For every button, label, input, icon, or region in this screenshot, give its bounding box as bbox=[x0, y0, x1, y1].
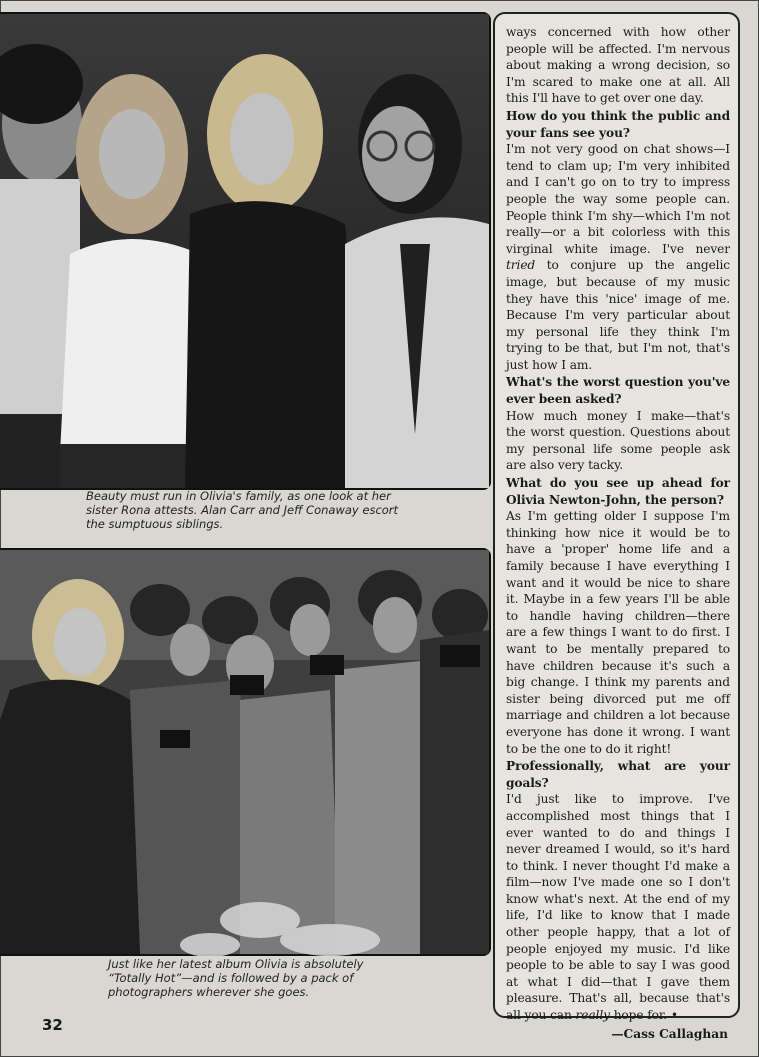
answer-3: As I'm getting older I suppose I'm thinking how nice it would be to have a 'proper' home life and a family because I have everything I want and it would be nice to share it. Maybe in a few years I'll be able to handle having children—there are a few things I want to do first. I want to be mentally prepared to have children because it's such a big change. I think my parents and sister being divorced put me off marriage and children a lot because everyone has done it wrong. I want to be the one to do it right! bbox=[506, 509, 730, 756]
answer-1-emphasis: tried bbox=[506, 258, 536, 273]
author-signature: —Cass Callaghan bbox=[611, 1026, 728, 1041]
question-2: What's the worst question you've ever been asked? bbox=[506, 375, 730, 407]
answer-1 bbox=[506, 141, 730, 373]
article-paragraph-intro: ways concerned with how other people will be affected. I'm nervous about making a wrong decision, so I'm scared to make one at all. All this I'll have to get over one day. bbox=[506, 25, 730, 106]
photo-caption-top: Beauty must run in Olivia's family, as one look at her sister Rona attests. Alan Carr and Jeff Conaway escort the sumptuous siblings. bbox=[86, 489, 399, 531]
caption-line-2: “Totally Hot”—and is followed by a pack of photographers wherever she goes. bbox=[108, 971, 354, 999]
caption-line-1: Just like her latest album Olivia is absolutely bbox=[108, 957, 364, 971]
end-mark: • bbox=[670, 1008, 678, 1023]
photo-photographers bbox=[0, 548, 491, 956]
photo-family-group bbox=[0, 12, 491, 490]
question-3: What do you see up ahead for Olivia Newton-John, the person? bbox=[506, 476, 730, 507]
answer-1-text-a: I'm not very good on chat shows—I tend to clam up; I'm very inhibited and I can't go on to try to impress people the way some people can. People think I'm shy—which I'm not really—or a bit colorless with this virginal white image. I've never bbox=[506, 142, 730, 256]
answer-1-text-b: to conjure up the angelic image, but because of my music they have this 'nice' image of me. Because I'm very particular about my personal life they think I'm trying to be that, but I'm not, that's just how I am. bbox=[506, 258, 730, 372]
answer-2: How much money I make—that's the worst question. Questions about my personal life some people ask are also very tacky. bbox=[506, 408, 730, 473]
page-number: 32 bbox=[42, 1016, 63, 1034]
question-4: Professionally, what are your goals? bbox=[506, 759, 730, 790]
answer-4-text-b: hope for. bbox=[613, 1008, 668, 1023]
photo-caption-bottom bbox=[108, 957, 408, 999]
answer-4-text-a: I'd just like to improve. I've accomplished most things that I ever wanted to do and things I never dreamed I would, so it's hard to think. I never thought I'd make a film—now I've made one so I don't know what's next. At the end of my life, I'd like to know that I made other people happy, that a lot of people enjoyed my music. I'd like people to be able to say I was good at what I did—that I gave them pleasure. That's all, because that's all you can bbox=[506, 792, 730, 1023]
answer-4-emphasis: really bbox=[575, 1008, 610, 1023]
article-text-column bbox=[493, 12, 740, 1041]
question-1: How do you think the public and your fans see you? bbox=[506, 108, 730, 140]
answer-4 bbox=[506, 791, 730, 1023]
